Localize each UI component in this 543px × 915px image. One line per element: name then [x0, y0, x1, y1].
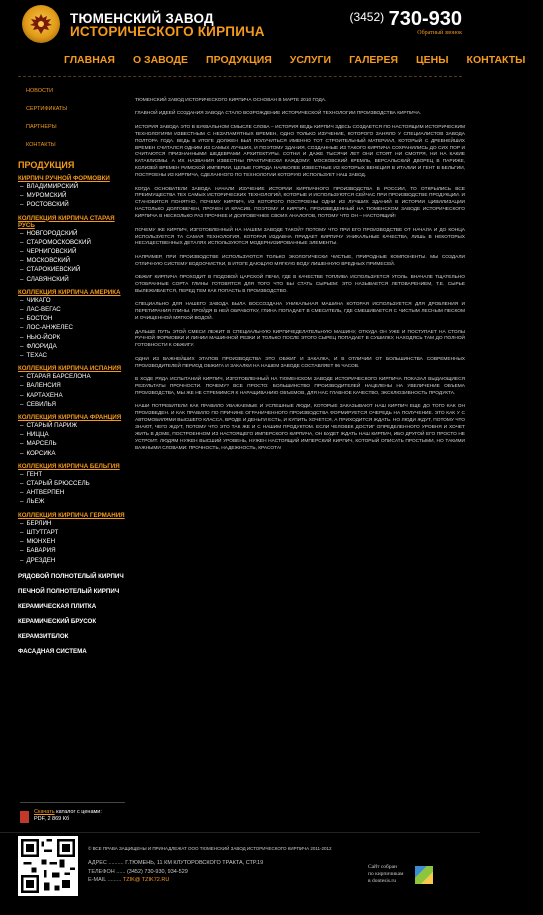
list-item[interactable]: – СЛАВЯНСКИЙ: [18, 275, 130, 284]
list-item[interactable]: – НЬЮ-ЙОРК: [18, 333, 130, 342]
sidebar-link-plain[interactable]: КЕРАМИЧЕСКИЙ БРУСОК: [18, 617, 97, 625]
sidebar-top-links: [18, 88, 130, 148]
nav-about[interactable]: О ЗАВОДЕ: [132, 54, 189, 66]
eagle-icon: [27, 10, 55, 38]
catalog-text: [34, 809, 140, 823]
sidebar-link-news[interactable]: НОВОСТИ: [26, 88, 54, 94]
collection-title[interactable]: КОЛЛЕКЦИЯ КИРПИЧА ГЕРМАНИЯ: [18, 511, 125, 519]
list-item[interactable]: – СТАРОМОСКОВСКИЙ: [18, 238, 130, 247]
collection-title[interactable]: КОЛЛЕКЦИЯ КИРПИЧА ФРАНЦИЯ: [18, 414, 122, 422]
collection-title[interactable]: КОЛЛЕКЦИЯ КИРПИЧА СТАРАЯ РУСЬ: [18, 214, 115, 229]
nav-products[interactable]: ПРОДУКЦИЯ: [206, 54, 272, 66]
paragraph: КОГДА ОСНОВАТЕЛИ ЗАВОДА НАЧАЛИ ИЗУЧЕНИЕ ИСТОРИИ КИРПИЧНОГО ПРОИЗВОДСТВА В РОССИИ, ТО ОТКРЫЛИСЬ ВСЕ ПРЕИМУЩЕСТВА ТЕХ САМЫХ ИСТОРИЧЕСКИХ ТЕХНОЛОГИЙ, КОТОРЫЕ И ИСПОЛЬЗУЮТСЯ СЕЙЧАС ПРИ ПРОИЗВОДСТВЕ ПРОДУКЦИИ. И СТАНОВИТСЯ ПОНЯТНО, ПОЧЕМУ КИРПИЧ, ИЗ КОТОРОГО ПОСТРОЕНЫ ОДНИ ИЗ ЛУЧШИХ ЗДАНИЙ В ИСТОРИИ ЦИВИЛИЗАЦИИ НАСТОЛЬКО ДОЛГОВЕЧЕН, ПРОЧЕН И КРАСИВ. ПОЭТОМУ И КИРПИЧ, ПРОИЗВЕДЕННЫЙ НА ТЮМЕНСКОМ ЗАВОДЕ ИСТОРИЧЕСКОГО КИРПИЧА В НЕСКОЛЬКО РАЗ ПРОЧНЕЕ И ДОЛГОВЕЧНЕЕ СВОИХ АНАЛОГОВ, ПОТОМУ ЧТО ОН – НАСТОЯЩИЙ!: [135, 186, 465, 220]
address-value: Г.ТЮМЕНЬ, 11 КМ КЛУТОРОВСКОГО ТРАКТА, СТР.19: [125, 860, 264, 866]
catalog-divider: [20, 802, 125, 803]
footer-divider: [0, 832, 480, 833]
phone-value: (3452) 730-930, 934-529: [126, 868, 188, 875]
paragraph: В ХОДЕ РЯДА ИСПЫТАНИЙ КИРПИЧ, ИЗГОТОВЛЕННЫЙ НА ТЮМЕНСКОМ ЗАВОДЕ ИСТОРИЧЕСКОГО КИРПИЧА ПОКАЗАЛ ВЫДАЮЩИЕСЯ РЕЗУЛЬТАТЫ ПРОЧНОСТИ. ПОЧЕМУ? ВСЕ ПРОСТО: БОЛЬШИНСТВО ПРОИЗВОДИТЕЛЕЙ НАЦЕЛЕНЫ НА УВЕЛИЧЕНИЕ ОБЪЕМА ПРОИЗВОДСТВА, МЫ ЖЕ НЕ СТРЕМИМСЯ К НАРАЩИВАНИЮ ОБЪЕМОВ, ДЛЯ НАС ГЛАВНОЕ КАЧЕСТВО, ЭКСКЛЮЗИВНОСТЬ ПРОДУКТА.: [135, 377, 465, 396]
list-item[interactable]: – ВЛАДИМИРСКИЙ: [18, 182, 130, 191]
collection-list: [18, 470, 130, 507]
list-item[interactable]: – НИЦЦА: [18, 430, 130, 439]
list-item[interactable]: – ФЛОРИДА: [18, 342, 130, 351]
collection-title[interactable]: КОЛЛЕКЦИЯ КИРПИЧА АМЕРИКА: [18, 288, 121, 296]
list-item[interactable]: – СТАРАЯ БАРСЕЛОНА: [18, 372, 130, 381]
footer-contacts: [88, 859, 263, 885]
collection-title[interactable]: КОЛЛЕКЦИЯ КИРПИЧА ИСПАНИЯ: [18, 365, 122, 373]
phone-label: ТЕЛЕФОН ......: [88, 868, 126, 875]
copyright: © ВСЕ ПРАВА ЗАЩИЩЕНЫ И ПРИНАДЛЕЖАТ ООО ТЮМЕНСКИЙ ЗАВОД ИСТОРИЧЕСКОГО КИРПИЧА 2011-2012: [88, 846, 332, 851]
collection-list: [18, 182, 130, 210]
brand-line2: ИСТОРИЧЕСКОГО КИРПИЧА: [70, 24, 265, 39]
phone-number: 730-930: [388, 8, 462, 30]
made-by-line1: Сайт собран: [368, 864, 397, 870]
list-item[interactable]: – ЛЬЕЖ: [18, 497, 130, 506]
sidebar-link-plain[interactable]: РЯДОВОЙ ПОЛНОТЕЛЫЙ КИРПИЧ: [18, 572, 124, 580]
paragraph: ТЮМЕНСКИЙ ЗАВОД ИСТОРИЧЕСКОГО КИРПИЧА ОСНОВАН В МАРТЕ 2010 ГОДА.: [135, 98, 327, 103]
paragraph: ПОЧЕМУ ЖЕ КИРПИЧ, ИЗГОТОВЛЕННЫЙ НА НАШЕМ ЗАВОДЕ ТАКОЙ? ПОТОМУ ЧТО ПРИ ЕГО ПРОИЗВОДСТВЕ ОТ НАЧАЛА И ДО КОНЦА ИСПОЛЬЗУЕТСЯ ТА САМАЯ ТЕХНОЛОГИЯ, КОТОРАЯ ИЗДАВНА ПРИДАЕТ КИРПИЧУ УНИКАЛЬНЫЕ КАЧЕСТВА, ЛИШЬ В НЕКОТОРЫХ НЕСУЩЕСТВЕННЫХ ДЕТАЛЯХ ИСПОЛЬЗУЮТСЯ МОДЕРНИЗИРОВАННЫЕ ЭЛЕМЕНТЫ.: [135, 227, 465, 247]
email-link[interactable]: TZIK@ TZIK72.RU: [122, 877, 170, 883]
list-item[interactable]: – МАРСЕЛЬ: [18, 439, 130, 448]
paragraph: СПЕЦИАЛЬНО ДЛЯ НАШЕГО ЗАВОДА БЫЛА ВОССОЗДАНА УНИКАЛЬНАЯ МАШИНА КОТОРАЯ ИСПОЛЬЗУЕТСЯ ДЛЯ ДРОБЛЕНИЯ И ПЕРЕТИРАНИЯ ГЛИНЫ. ПРОЙДЯ В НЕЙ ОБРАБОТКУ, ГЛИНА ПОПАДАЕТ В СМЕСИТЕЛЬ, ГДЕ СМЕШИВАЕТСЯ С ЧИСТЫМ ЛЕСНЫМ ПЕСКОМ И ОЧИЩЕННОЙ МЯГКОЙ ВОДОЙ.: [135, 302, 465, 322]
paragraph: ОБЖИГ КИРПИЧА ПРОХОДИТ В ПОДОВОЙ ЦАРСКОЙ ПЕЧИ, ГДЕ В КАЧЕСТВЕ ТОПЛИВА ИСПОЛЬЗУЕТСЯ УГОЛЬ. ВНАЧАЛЕ ТЩАТЕЛЬНО ОТОБРАННЫЕ СОРТА ГЛИНЫ ГОТОВЯТСЯ ДЛЯ ТОГО ЧТО БЫ СТАТЬ СЫРЬЕМ: ЭТО НАЗЫВАЕТСЯ ЛЕТОВАРЕНИЕМ, Т.Е. СЫРЬЕ ВЫЛЕЖИВАЕТСЯ, ПЕРЕД ТЕМ КАК ПОПАСТЬ В ПРОИЗВОДСТВО.: [135, 275, 465, 294]
paragraph: НАШИ ПОТРЕБИТЕЛИ КАК ПРАВИЛО УВАЖАЕМЫЕ И УСПЕШНЫЕ ЛЮДИ, КОТОРЫЕ ЗАКАЗЫВАЮТ НАШ КИРПИЧ ЕЩЕ ДО ТОГО КАК ОН ПРОИЗВЕДЕН. И КАК ПРАВИЛО ПО ПРИЧИНЕ ОГРАНИЧЕННОГО ПРОИЗВОДСТВА ФОРМИРУЕТСЯ ОЧЕРЕДЬ НА ПОЛУЧЕНИЕ. ЭТО КАК У С АВТОМОБИЛЯМИ ВЫСШЕГО КЛАССА, ВРОДЕ И ДЕНЬГИ ЕСТЬ, И КУПИТЬ ХОЧЕТСЯ, А ПРИХОДИТСЯ ЖДАТЬ. НО ЛЮДИ ЖДУТ, ПОТОМУ ЧТО ЗНАЮТ, ЧЕГО ЖДУТ, ПОТОМУ ЧТО ЭТО ТАК ЖЕ И С НАШИМ ПРОДУКТОМ. ЕСЛИ ЧЕЛОВЕК ДОСТИГ ОПРЕДЕЛЕННОГО УРОВНЯ И ХОЧЕТ ЖИТЬ В ДОМЕ, ПОСТРОЕННОМ ИЗ НАСТОЯЩЕГО ИМПЕРСКОГО КИРПИЧА, ОН БУДЕТ ЖДАТЬ НАШ КИРПИЧ, ИБО ДРУГОЙ ЕГО ПРОСТО НЕ УСТРОИТ. ЛЮДЯМ НУЖЕН ВЫСШИЙ УРОВЕНЬ, НУЖЕН НАСТОЯЩИЙ ИМПЕРСКИЙ КИРПИЧ, КОТОРЫЙ ОПИСАТЬ ПРОСТЫМИ, НО ТАКИМИ ВАЖНЫМИ СЛОВАМИ: ПРОЧНОСТЬ, НАДЕЖНОСТЬ, КРАСОТА!: [135, 404, 465, 451]
sidebar-link-plain[interactable]: КЕРАМИЧЕСКАЯ ПЛИТКА: [18, 602, 97, 610]
paragraph: ГЛАВНОЙ ИДЕЕЙ СОЗДАНИЯ ЗАВОДА СТАЛО ВОЗРОЖДЕНИЕ ИСТОРИЧЕСКОЙ ТЕХНОЛОГИИ ПРОИЗВОДСТВА КИРПИЧА.: [135, 111, 422, 117]
list-item[interactable]: – МОСКОВСКИЙ: [18, 256, 130, 265]
nav-gallery[interactable]: ГАЛЕРЕЯ: [349, 54, 398, 66]
list-item[interactable]: – ШТУТГАРТ: [18, 528, 130, 537]
collection-list: [18, 519, 130, 565]
sidebar-link-contacts[interactable]: КОНТАКТЫ: [26, 142, 56, 148]
collection-list: [18, 296, 130, 360]
sidebar-link-plain[interactable]: ПЕЧНОЙ ПОЛНОТЕЛЫЙ КИРПИЧ: [18, 587, 120, 595]
main-content: [135, 98, 465, 459]
made-by-line2: по кирпичикам: [368, 871, 404, 877]
list-item[interactable]: – РОСТОВСКИЙ: [18, 200, 130, 209]
collection-list: [18, 421, 130, 458]
collection-list: [18, 229, 130, 284]
list-item[interactable]: – ЛОС-АНЖЕЛЕС: [18, 323, 130, 332]
double-headed-eagle-logo[interactable]: [22, 5, 60, 43]
nav-contacts[interactable]: КОНТАКТЫ: [466, 54, 526, 66]
list-item[interactable]: – МУРОМСКИЙ: [18, 191, 130, 200]
list-item[interactable]: – ВАЛЕНСИЯ: [18, 381, 130, 390]
email-label: E-MAIL .........: [88, 877, 122, 883]
developer-logo-icon[interactable]: [415, 866, 433, 884]
list-item[interactable]: – ТЕХАС: [18, 351, 130, 360]
nav-home[interactable]: ГЛАВНАЯ: [64, 54, 115, 66]
catalog-label: каталог с ценами:: [56, 809, 102, 815]
sidebar-link-partners[interactable]: ПАРТНЕРЫ: [26, 124, 57, 130]
list-item[interactable]: – БАВАРИЯ: [18, 546, 130, 555]
address-label: АДРЕС ..........: [88, 860, 124, 866]
made-by[interactable]: [368, 864, 404, 885]
list-item[interactable]: – СТАРОКИЕВСКИЙ: [18, 265, 130, 274]
made-by-line3: в dontesis.ru: [368, 878, 396, 884]
list-item[interactable]: – КАРТАХЕНА: [18, 391, 130, 400]
pdf-icon[interactable]: [20, 811, 29, 823]
list-item[interactable]: – ЧЕРНИГОВСКИЙ: [18, 247, 130, 256]
sidebar-link-certificates[interactable]: СЕРТИФИКАТЫ: [26, 106, 68, 112]
header: [0, 0, 480, 48]
header-phone: [349, 8, 462, 36]
sidebar-link-plain[interactable]: КЕРАМЗИТБЛОК: [18, 632, 69, 640]
list-item[interactable]: – БЕРЛИН: [18, 519, 130, 528]
list-item[interactable]: – СТАРЫЙ ПАРИЖ: [18, 421, 130, 430]
catalog-file-info: PDF, 2 869 Кб: [34, 816, 70, 822]
sidebar: [18, 88, 130, 660]
collection-list: [18, 372, 130, 409]
nav-services[interactable]: УСЛУГИ: [289, 54, 332, 66]
list-item[interactable]: – ЧИКАГО: [18, 296, 130, 305]
catalog-download-link[interactable]: Скачать: [34, 809, 55, 815]
list-item[interactable]: – СЕВИЛЬЯ: [18, 400, 130, 409]
nav-divider: [18, 76, 462, 77]
sidebar-link-plain[interactable]: ФАСАДНАЯ СИСТЕМА: [18, 647, 87, 655]
callback-link[interactable]: Обратный звонок: [417, 30, 462, 36]
paragraph: ДАЛЬШЕ ПУТЬ ЭТОЙ СМЕСИ ЛЕЖИТ В СПЕЦИАЛЬНУЮ КИРПИЧЕДЕЛАТЕЛЬНУЮ МАШИНУ, ОТКУДА ОН УЖЕ И ПОСТУПАЕТ НА СТОЛЫ РУЧНОЙ ФОРМОВКИ И ЛИНИИ МАШИННОЙ РЕЗКИ И ТОЛЬКО ПОСЛЕ ЭТОГО СЫРЕЦ ПОПАДАЕТ В СУШИЛКУ, НАХОДЯСЬ ТАМ ДО ПОЛНОЙ ГОТОВНОСТИ К ОБЖИГУ.: [135, 329, 465, 349]
paragraph: ИСТОРИЯ ЗАВОДА ЭТО В БУКВАЛЬНОМ СМЫСЛЕ СЛОВА – ИСТОРИЯ ВЕДЬ КИРПИЧ ЗДЕСЬ СОЗДАЕТСЯ ПО НАСТОЯЩИМ ИСТОРИЧЕСКИМ ТЕХНОЛОГИЯМ ИЗВЕСТНЫМ С НЕЗАПАМЯТНЫХ ВРЕМЕН, ОДНО ТОЛЬКО ИЗУЧЕНИЕ, КОТОРОГО ЗАНЯЛО У СПЕЦИАЛИСТОВ ЗАВОДА ПОЛТОРА ГОДА. ВЕДЬ В ИТОГЕ ДОЛЖЕН БЫЛ ПОЛУЧИТЬСЯ ИМЕННО ТОТ СТРОИТЕЛЬНЫЙ МАТЕРИАЛ, КОТОРЫЙ С ДРЕВНЕЙШИХ ВРЕМЕН СЧИТАЛСЯ ОДНИМ ИЗ САМЫХ ЛУЧШИХ, И ПОЭТОМУ ЗДАНИЯ, СОЗДАННЫЕ ИЗ ТАКОГО КИРПИЧА СОХРАНИЛИСЬ ДО СИХ ПОР И СЧИТАЮТСЯ ПРИЗНАННЫМИ ШЕДЕВРАМИ АРХИТЕКТУРЫ. СОТНИ И ДАЖЕ ТЫСЯЧИ ЛЕТ ОНИ СТОЯТ НИ СМОТРЯ, НИ НА КАКИЕ КАТАКЛИЗМЫ. А ИХ НАЗВАНИЯ ИЗВЕСТНЫ ПРАКТИЧЕСКИ КАЖДОМУ: МОСКОВСКИЙ КРЕМЛЬ, ВЕРСАЛЬСКИЙ ДВОРЕЦ В ПАРИЖЕ, КОЛИЗЕЙ ВРЕМЕН РИМСКОЙ ИМПЕРИИ, ЦЕЛЫЕ ГОРОДА НАИБОЛЕЕ ИЗВЕСТНЫЕ ИЗ КОТОРЫХ ВЕНЕЦИЯ В ИТАЛИИ И ГЕНТ В БЕЛЬГИИ, ПОСТРОЕНЫ ИЗ КИРПИЧА, СДЕЛАННОГО ПО ТЕХНОЛОГИИ КОТОРУЮ ИСПОЛЬЗУЕТ НАШ ЗАВОД.: [135, 124, 465, 179]
list-item[interactable]: – ДРЕЗДЕН: [18, 556, 130, 565]
brand-line1: ТЮМЕНСКИЙ ЗАВОД: [70, 11, 214, 26]
list-item[interactable]: – НОВГОРОДСКИЙ: [18, 229, 130, 238]
qr-code: [18, 836, 78, 896]
products-heading: ПРОДУКЦИЯ: [18, 160, 75, 170]
list-item[interactable]: – МЮНХЕН: [18, 537, 130, 546]
paragraph: ОДНИ ИЗ ВАЖНЕЙШИХ ЭТАПОВ ПРОИЗВОДСТВА ЭТО ОБЖИГ И ЗАКАЛКА, И В ОТЛИЧИИ ОТ БОЛЬШИНСТВА СОВРЕМЕННЫХ ПРОИЗВОДИТЕЛЕЙ ПЕРИОД ОБЖИГА И ЗАКАЛКИ НА НАШЕМ ЗАВОДЕ СОСТАВЛЯЕТ 96 ЧАСОВ.: [135, 356, 465, 369]
list-item[interactable]: – АНТВЕРПЕН: [18, 488, 130, 497]
list-item[interactable]: – ГЕНТ: [18, 470, 130, 479]
phone-code: (3452): [349, 10, 385, 24]
collection-title[interactable]: КИРПИЧ РУЧНОЙ ФОРМОВКИ: [18, 175, 110, 182]
nav-prices[interactable]: ЦЕНЫ: [416, 54, 449, 66]
qr-code-icon: [21, 839, 75, 893]
list-item[interactable]: – КОРСИКА: [18, 449, 130, 458]
main-nav: [64, 54, 543, 72]
paragraph: НАПРИМЕР, ПРИ ПРОИЗВОДСТВЕ ИСПОЛЬЗУЮТСЯ ТОЛЬКО ЭКОЛОГИЧЕСКИ ЧИСТЫЕ, ПРИРОДНЫЕ КОМПОНЕНТЫ. МЫ СОЗДАЛИ ОТЛИЧНУЮ СИСТЕМУ ВОДООЧИСТКИ, В ИТОГЕ ДАЮЩУЮ МЯГКУЮ ВОДУ ЛИШЕННУЮ ВРЕДНЫХ ПРИМЕСЕЙ.: [135, 254, 465, 267]
list-item[interactable]: – СТАРЫЙ БРЮССЕЛЬ: [18, 479, 130, 488]
catalog-download: [20, 802, 140, 823]
collection-title[interactable]: КОЛЛЕКЦИЯ КИРПИЧА БЕЛЬГИЯ: [18, 462, 120, 470]
list-item[interactable]: – ЛАС-ВЕГАС: [18, 305, 130, 314]
list-item[interactable]: – БОСТОН: [18, 314, 130, 323]
brand-title[interactable]: [70, 12, 265, 38]
